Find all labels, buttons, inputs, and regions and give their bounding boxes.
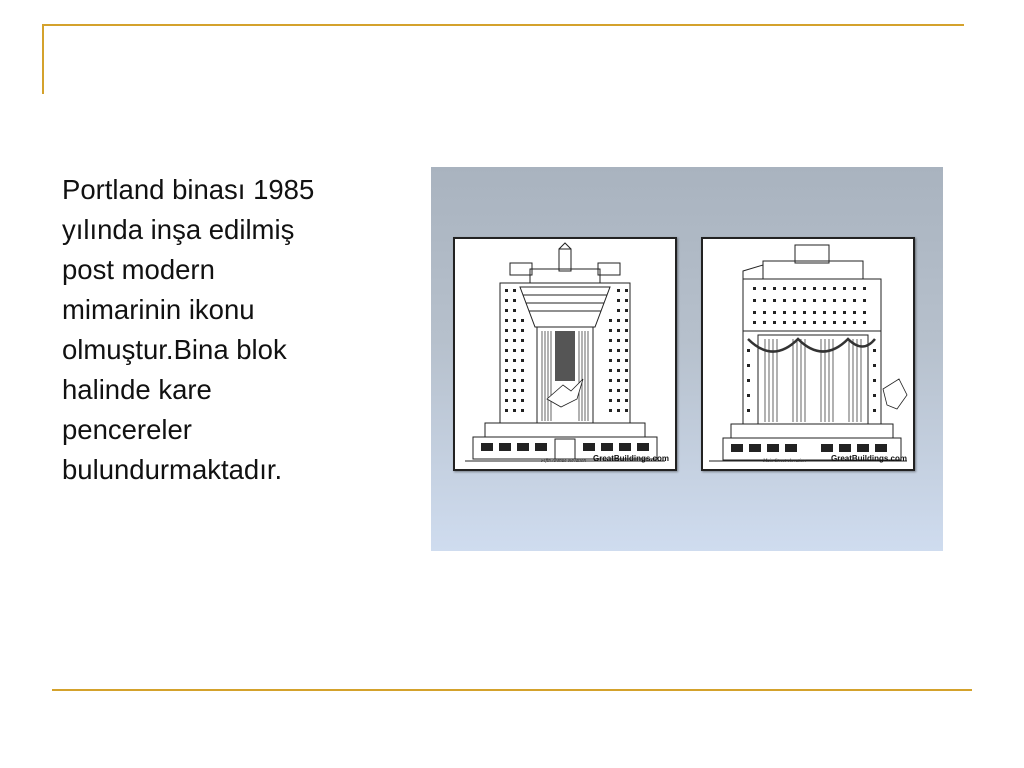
image-credit-left: GreatBuildings.com [592,454,669,463]
fifth-avenue-elevation-drawing [453,237,677,471]
elevation-caption-left: Fifth Avenue elevation [541,459,586,464]
image-credit-right: GreatBuildings.com [830,454,907,463]
main-street-elevation-drawing [701,237,915,471]
frame-bottom-rule [52,689,972,691]
elevation-sketch-right [703,239,913,469]
elevation-sketch-left [455,239,675,469]
building-elevations-figure [431,167,943,551]
slide-body-text: Portland binası 1985 yılında inşa edilmiş post modern mimarinin ikonu olmuştur.Bina blok halinde kare pencereler bulundurmaktadır. [62,174,315,485]
frame-left-rule [42,24,44,94]
frame-top-rule [42,24,964,26]
elevation-caption-right: Main Street elevation [763,459,806,464]
